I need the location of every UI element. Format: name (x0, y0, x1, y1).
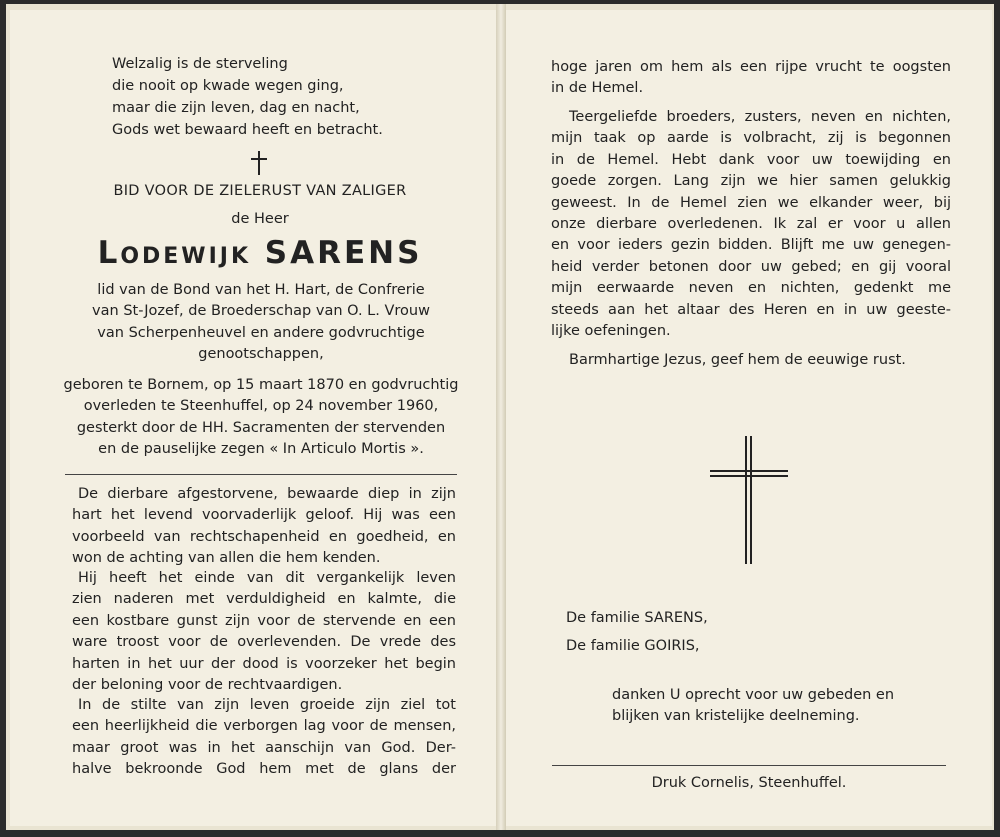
family-goiris: De familie GOIRIS, (566, 638, 700, 654)
text-line: mijn taak op aarde is volbracht, zij is begonnen (551, 130, 951, 147)
deceased-name (50, 233, 470, 273)
text-line: In de stilte van zijn leven groeide zijn ziel tot (78, 697, 456, 713)
text-line: geweest. In de Hemel zien we elkander weer, bij (551, 194, 951, 211)
paragraph-faith (72, 484, 456, 570)
text-line: in de Hemel. Hebt dank voor uw toewijding en (551, 151, 951, 168)
right-page (506, 10, 992, 826)
text-line: danken U oprecht voor uw gebeden en (612, 687, 895, 703)
text-line: heid verder betonen door uw gebed; en gij vooral (551, 258, 951, 275)
text-line: ware troost voor de overlevenden. De vrede des (72, 634, 456, 651)
text-line: won de achting van allen die hem kenden. (72, 550, 381, 567)
closing-prayer: Barmhartige Jezus, geef hem de eeuwige rust. (569, 352, 906, 368)
thanks-message (612, 685, 942, 728)
card-fold (496, 4, 506, 830)
poem-line: maar die zijn leven, dag en nacht, (112, 100, 360, 116)
text-line: Teergeliefde broeders, zusters, neven en nichten, (569, 109, 951, 125)
birth-line: overleden te Steenhuffel, op 24 november 1960, (83, 398, 439, 415)
text-line: lijke oefeningen. (551, 323, 671, 340)
text-line: blijken van kristelijke deelneming. (612, 708, 860, 725)
birth-line: geboren te Bornem, op 15 maart 1870 en godvruchtig (63, 377, 459, 393)
divider (552, 765, 946, 766)
paragraph-continuation (551, 57, 951, 100)
paragraph-soul (72, 695, 456, 781)
family-sarens: De familie SARENS, (566, 610, 708, 626)
prayer-heading: BID VOOR DE ZIELERUST VAN ZALIGER (113, 183, 407, 199)
text-line: goede zorgen. Lang zijn we hier samen gelukkig (551, 173, 951, 190)
memberships (62, 280, 460, 366)
text-line: en voor ieders gezin bidden. Blijft me uw genegen- (551, 237, 951, 254)
memorial-card (6, 4, 994, 830)
first-name: Lodewijk (97, 235, 251, 271)
text-line: voorbeeld van rechtschapenheid en goedheid, en (72, 528, 456, 545)
paragraph-death (72, 568, 456, 696)
text-line: harten in het uur der dood is voorzeker het begin (72, 655, 456, 672)
printer-credit: Druk Cornelis, Steenhuffel. (651, 775, 847, 791)
text-line: mijn eerwaarde neven en nichten, gedenkt me (551, 280, 951, 297)
last-name: SARENS (264, 235, 423, 271)
text-line: een heerlijkheid die verborgen lag voor de mensen, (72, 718, 456, 735)
text-line: hart het levend voorvaderlijk geloof. Hij was een (72, 507, 456, 524)
bio-line: lid van de Bond van het H. Hart, de Confrerie (97, 282, 425, 298)
text-line: hoge jaren om hem als een rijpe vrucht te oogsten (551, 59, 951, 75)
poem-line: Welzalig is de sterveling (112, 56, 288, 72)
bio-line: van Scherpenheuvel en andere godvruchtige (97, 324, 425, 341)
poem (112, 54, 442, 142)
text-line: De dierbare afgestorvene, bewaarde diep in zijn (78, 486, 456, 502)
birth-line: en de pauselijke zegen « In Articulo Mortis ». (98, 441, 424, 458)
text-line: in de Hemel. (551, 80, 644, 97)
text-line: Hij heeft het einde van dit vergankelijk leven (78, 570, 456, 586)
double-cross-icon (710, 436, 788, 564)
left-page (10, 10, 496, 826)
bio-line: van St-Jozef, de Broederschap van O. L. Vrouw (92, 303, 430, 320)
text-line: onze dierbare overledenen. Ik zal er voor u allen (551, 216, 951, 233)
honorific: de Heer (231, 211, 289, 227)
text-line: halve bekroonde God hem met de glans der (72, 761, 456, 778)
text-line: steeds aan het altaar des Heren en in uw geeste- (551, 301, 951, 318)
cross-icon (251, 151, 267, 175)
divider (65, 474, 457, 475)
birth-line: gesterkt door de HH. Sacramenten der stervenden (76, 419, 446, 436)
text-line: zien naderen met verduldigheid en kalmte, die (72, 591, 456, 608)
poem-line: Gods wet bewaard heeft en betracht. (112, 122, 383, 138)
text-line: een kostbare gunst zijn voor de stervende en een (72, 612, 456, 629)
text-line: maar groot was in het aanschijn van God. Der- (72, 739, 456, 756)
poem-line: die nooit op kwade wegen ging, (112, 78, 344, 94)
paragraph-farewell (551, 107, 951, 342)
text-line: der beloning voor de rechtvaardigen. (72, 677, 343, 694)
bio-line: genootschappen, (198, 346, 324, 363)
birth-death-details (62, 375, 460, 461)
